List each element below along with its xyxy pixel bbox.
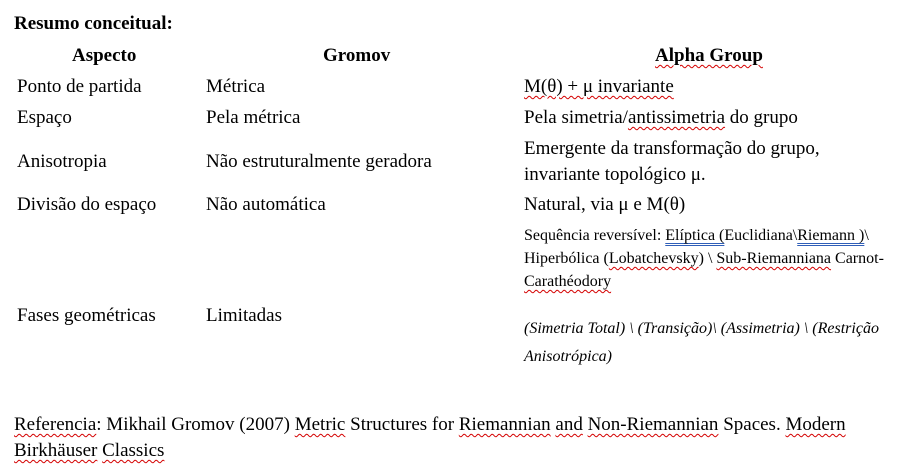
cell-aspect: Ponto de partida: [17, 76, 142, 97]
reference-text: : Mikhail Gromov (2007): [96, 414, 295, 435]
cell-alpha: Natural, via μ e M(θ): [524, 194, 686, 215]
cell-gromov: Não estruturalmente geradora: [206, 151, 432, 172]
cell-aspect: Fases geométricas: [17, 305, 156, 326]
cell-alpha-phases: (Simetria Total) \ (Transição)\ (Assimetria) \ (Restrição Anisotrópica): [524, 320, 879, 365]
cell-alpha-misspelled: antissimetria: [627, 107, 726, 128]
column-header-gromov: Gromov: [323, 45, 391, 66]
cell-alpha-pre: Pela simetria/: [524, 107, 628, 128]
seq-text-4: ) \: [698, 250, 717, 267]
cell-alpha: [524, 74, 674, 100]
cell-alpha-line2: invariante topológico μ.: [524, 164, 706, 185]
column-header-aspect: Aspecto: [72, 45, 137, 66]
reference-paragraph: [14, 412, 894, 464]
cell-gromov: Pela métrica: [206, 107, 301, 128]
cell-alpha-line1: Emergente da transformação do grupo,: [524, 138, 820, 159]
reference-label: Referencia: [14, 414, 97, 435]
cell-alpha-text: M(θ) + μ invariante: [524, 76, 674, 97]
reference-modern: Modern: [785, 414, 846, 435]
seq-riemann: Riemann ): [797, 227, 865, 244]
cell-gromov: Limitadas: [206, 305, 282, 326]
reference-birkhauser: Birkhäuser: [14, 440, 98, 461]
reference-metric: Metric: [294, 414, 346, 435]
cell-aspect: Divisão do espaço: [17, 194, 157, 215]
reference-text: Structures for: [345, 414, 459, 435]
cell-alpha-post: do grupo: [725, 107, 798, 128]
cell-alpha: [524, 105, 798, 131]
seq-elliptic: Elíptica (: [665, 227, 725, 244]
cell-aspect: Anisotropia: [17, 151, 107, 172]
seq-text-5: Carnot-: [831, 250, 884, 267]
alpha-group-text: Alpha Group: [655, 45, 763, 66]
reference-classics: Classics: [102, 440, 165, 461]
seq-text-1: Sequência reversível:: [524, 227, 666, 244]
seq-caratheodory: Carathéodory: [524, 273, 612, 290]
cell-aspect: Espaço: [17, 107, 72, 128]
reference-non-riemannian: Non-Riemannian: [587, 414, 719, 435]
reference-riemannian: Riemannian: [458, 414, 551, 435]
cell-gromov: Não automática: [206, 194, 326, 215]
reference-text: Spaces.: [718, 414, 786, 435]
seq-lobatchevsky: Lobatchevsky: [608, 250, 699, 267]
column-header-alpha: [655, 44, 763, 68]
seq-text-3: \ Hiperbólica (: [524, 227, 869, 267]
cell-alpha-sequence: [524, 224, 914, 293]
reference-and: and: [555, 414, 583, 435]
page-heading: Resumo conceitual:: [14, 13, 173, 34]
cell-gromov: Métrica: [206, 76, 266, 97]
seq-text-2: Euclidiana\: [724, 227, 798, 244]
seq-sub-riemanniana: Sub-Riemanniana: [716, 250, 832, 267]
